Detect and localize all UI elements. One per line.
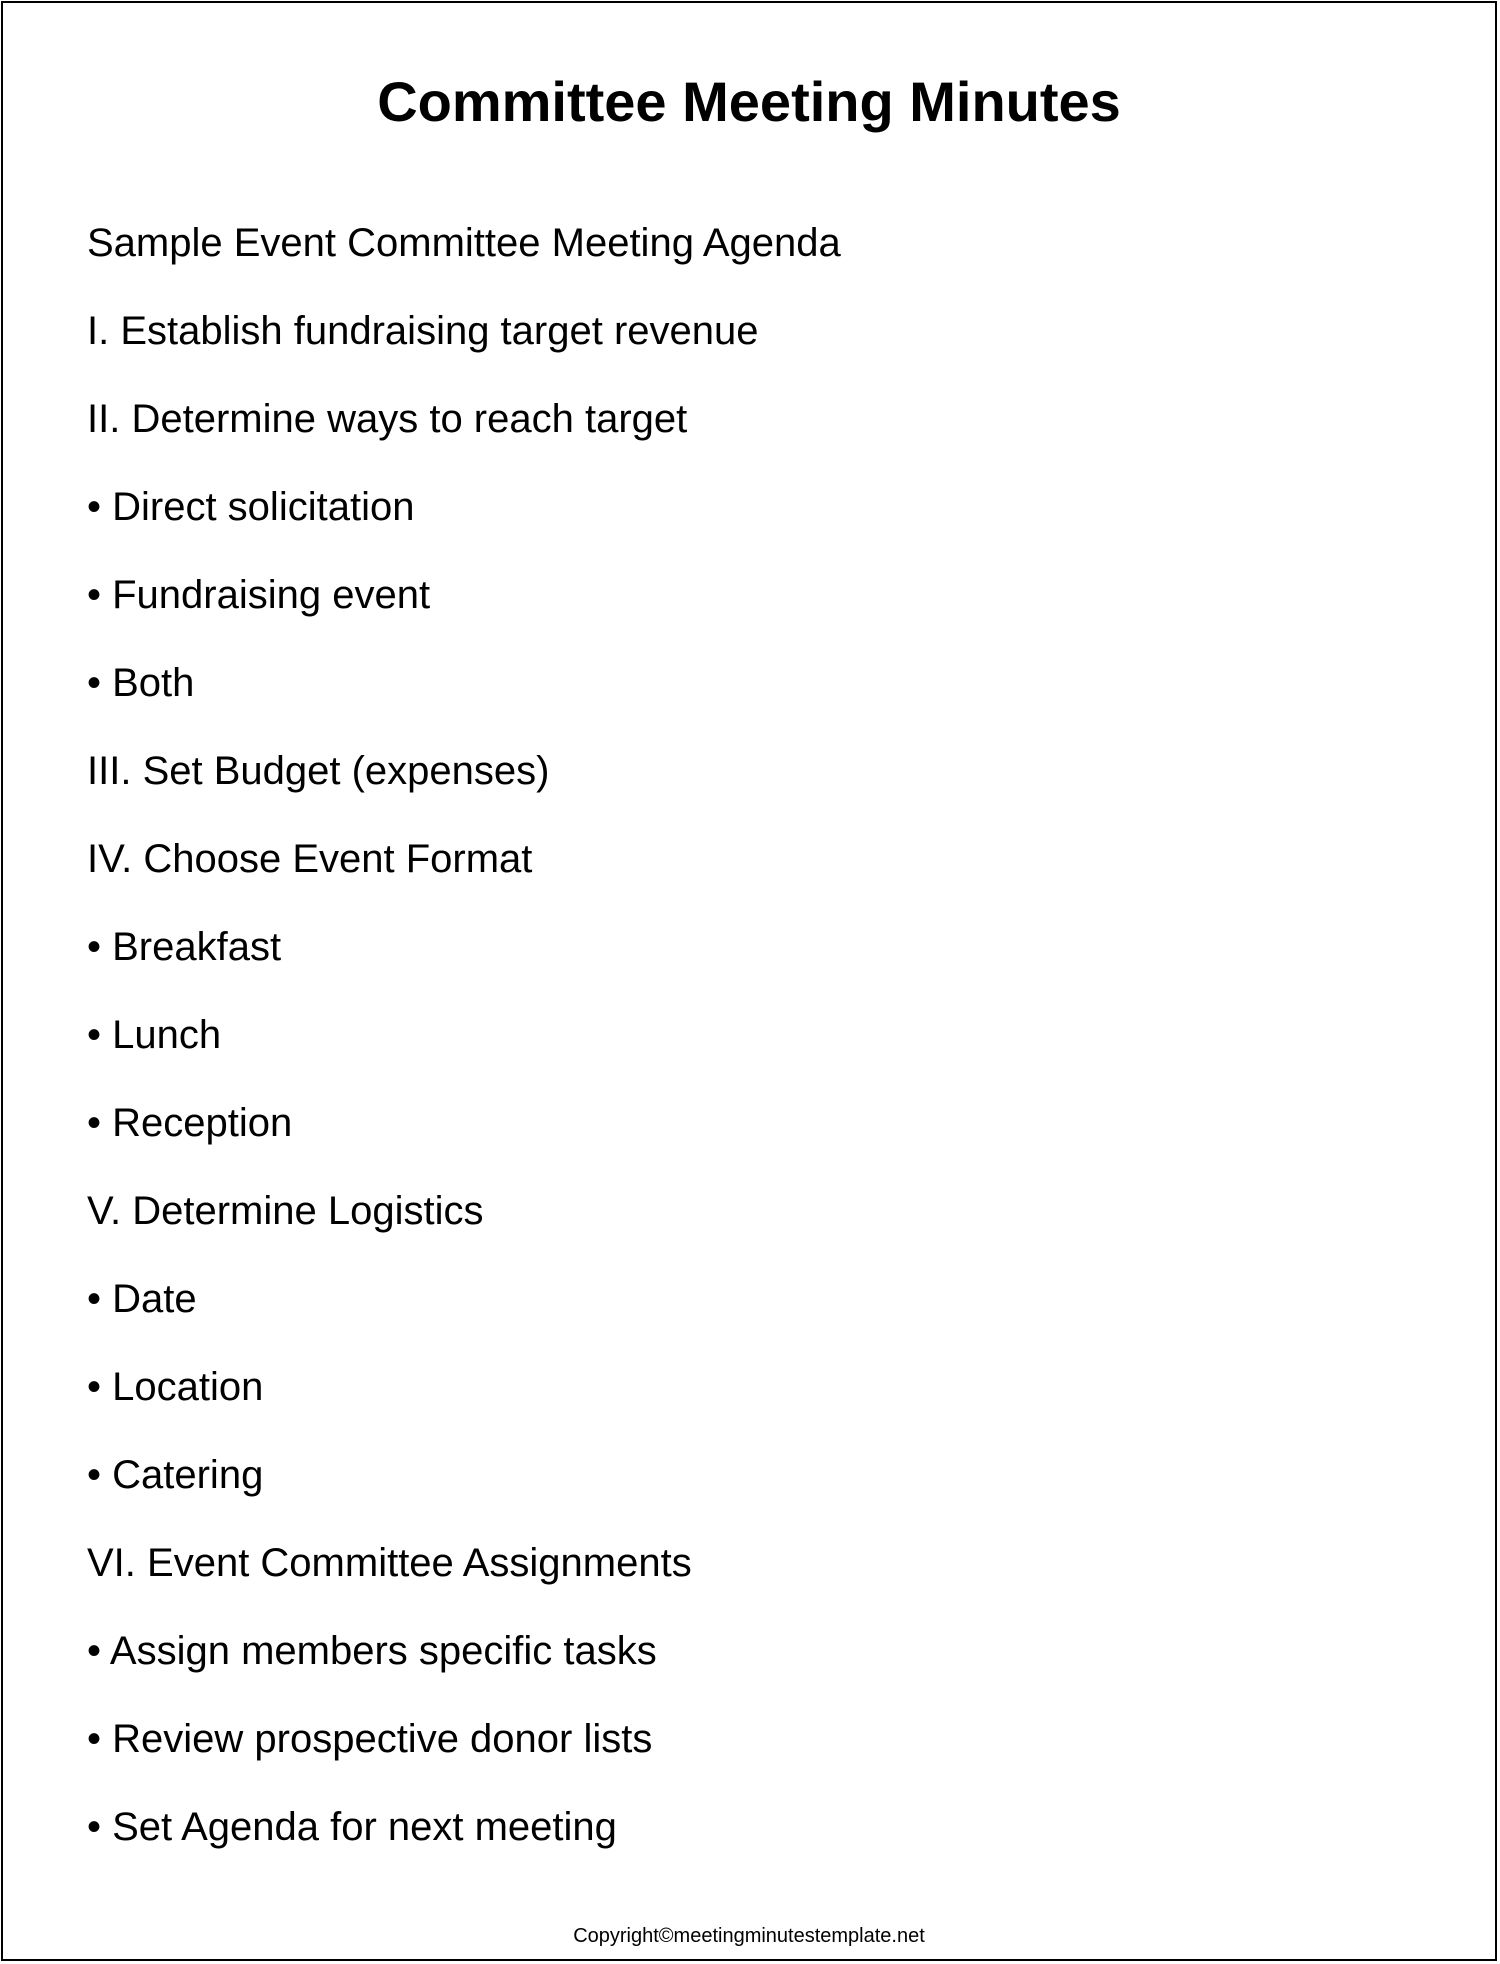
agenda-subitem-donor-lists: • Review prospective donor lists — [87, 1717, 653, 1761]
agenda-subitem-next-meeting: • Set Agenda for next meeting — [87, 1805, 617, 1849]
agenda-subitem-date: • Date — [87, 1277, 197, 1321]
agenda-subitem-reception: • Reception — [87, 1101, 293, 1145]
agenda-subitem-lunch: • Lunch — [87, 1013, 222, 1057]
agenda-item-committee-assignments: VI. Event Committee Assignments — [87, 1541, 692, 1585]
agenda-item-determine-ways: II. Determine ways to reach target — [87, 397, 688, 441]
copyright-footer: Copyright©meetingminutestemplate.net — [573, 1925, 925, 1947]
agenda-item-logistics: V. Determine Logistics — [87, 1189, 484, 1233]
agenda-subitem-catering: • Catering — [87, 1453, 264, 1497]
agenda-subitem-assign-tasks: • Assign members specific tasks — [87, 1629, 657, 1673]
agenda-subitem-both: • Both — [87, 661, 195, 705]
agenda-item-establish-target: I. Establish fundraising target revenue — [87, 309, 759, 353]
agenda-item-set-budget: III. Set Budget (expenses) — [87, 749, 550, 793]
page-title: Committee Meeting Minutes — [377, 70, 1121, 133]
document-page — [1, 1, 1497, 1961]
agenda-list — [87, 208, 841, 1880]
agenda-item-event-format: IV. Choose Event Format — [87, 837, 533, 881]
agenda-subitem-direct-solicitation: • Direct solicitation — [87, 485, 415, 529]
agenda-subitem-location: • Location — [87, 1365, 264, 1409]
agenda-subitem-fundraising-event: • Fundraising event — [87, 573, 431, 617]
agenda-subitem-breakfast: • Breakfast — [87, 925, 282, 969]
agenda-heading: Sample Event Committee Meeting Agenda — [87, 221, 841, 265]
